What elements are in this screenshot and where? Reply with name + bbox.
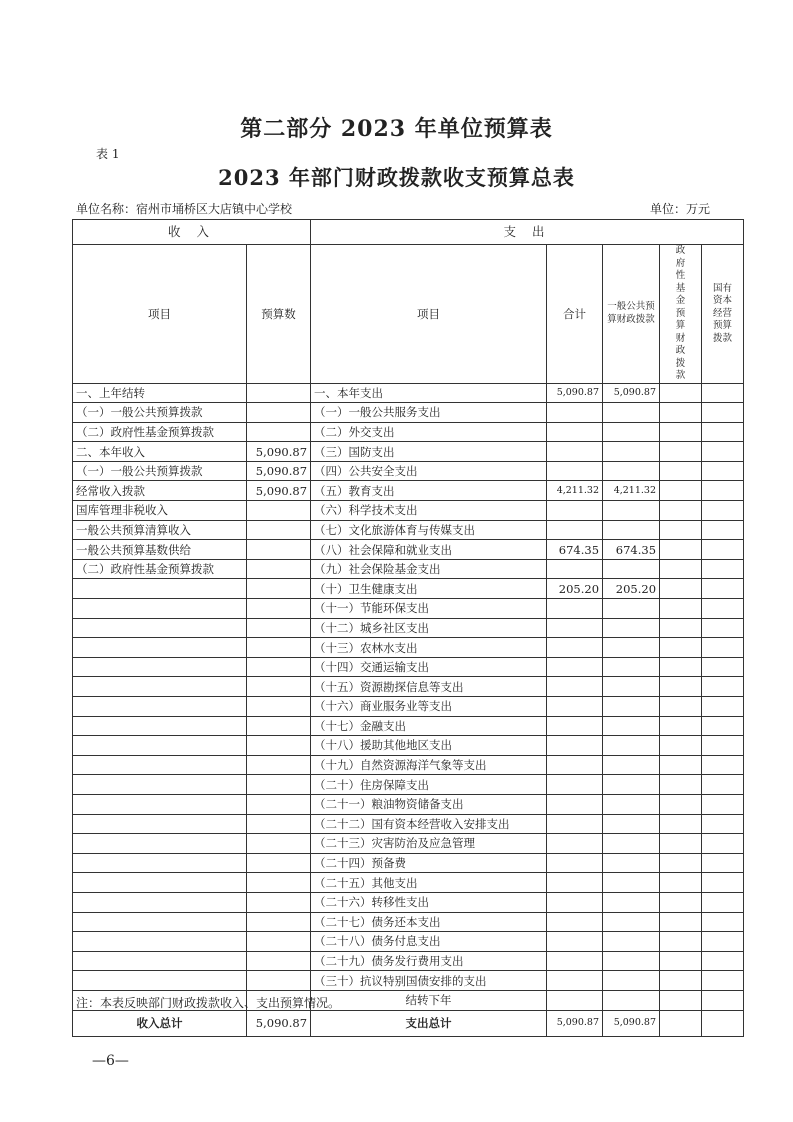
income-value-cell: [247, 657, 311, 677]
expense-total-cell: [547, 442, 603, 462]
expense-item-cell: （十九）自然资源海洋气象等支出: [311, 755, 547, 775]
income-item-cell: 国库管理非税收入: [73, 501, 247, 521]
table-row: [73, 599, 744, 619]
table-row: [73, 775, 744, 795]
fund-budget-cell: [660, 834, 702, 854]
table-row: [73, 540, 744, 560]
table-row: [73, 755, 744, 775]
footnote: 注：本表反映部门财政拨款收入、支出预算情况。: [76, 996, 341, 1010]
expense-total-cell: [547, 697, 603, 717]
expense-item-cell: （二十二）国有资本经营收入安排支出: [311, 814, 547, 834]
state-capital-cell: [702, 461, 744, 481]
general-budget-cell: [603, 716, 660, 736]
fund-budget-cell: [660, 442, 702, 462]
expense-item-cell: （四）公共安全支出: [311, 461, 547, 481]
fund-budget-cell: [660, 618, 702, 638]
unit-name: 单位名称：宿州市埇桥区大店镇中心学校: [76, 202, 293, 216]
fund-budget-cell: [660, 971, 702, 991]
income-item-cell: [73, 638, 247, 658]
state-capital-cell: [702, 442, 744, 462]
general-budget-cell: [603, 775, 660, 795]
income-value-cell: [247, 638, 311, 658]
expense-total-cell: [547, 814, 603, 834]
expense-header: 支 出: [311, 220, 744, 245]
expense-item-cell: （六）科学技术支出: [311, 501, 547, 521]
general-budget-cell: [603, 638, 660, 658]
state-capital-cell: [702, 422, 744, 442]
expense-item-cell: （十一）节能环保支出: [311, 599, 547, 619]
state-capital-cell: [702, 794, 744, 814]
expense-item-cell: （二十三）灾害防治及应急管理: [311, 834, 547, 854]
fund-budget-cell: [660, 559, 702, 579]
income-header: 收 入: [73, 220, 311, 245]
expense-total-cell: [547, 775, 603, 795]
income-value-cell: [247, 501, 311, 521]
income-value-cell: [247, 559, 311, 579]
fund-budget-cell: [660, 481, 702, 501]
general-budget-cell: [603, 618, 660, 638]
general-budget-cell: [603, 559, 660, 579]
expense-total-cell: [547, 990, 603, 1010]
header-row-columns: [73, 245, 744, 384]
general-budget-cell: 674.35: [603, 540, 660, 560]
income-item-cell: [73, 834, 247, 854]
unit-label: 单位：万元: [650, 202, 711, 216]
income-item-cell: 二、本年收入: [73, 442, 247, 462]
expense-total-cell: [547, 794, 603, 814]
expense-item-cell: 一、本年支出: [311, 383, 547, 403]
income-item-cell: [73, 971, 247, 991]
expense-item-cell: （二）外交支出: [311, 422, 547, 442]
income-item-cell: [73, 736, 247, 756]
state-capital-header: 国有资本经营预算拨款: [702, 245, 744, 384]
fund-budget-cell: [660, 697, 702, 717]
fund-budget-cell: [660, 873, 702, 893]
expense-total-cell: [547, 677, 603, 697]
income-value-cell: 5,090.87: [247, 442, 311, 462]
expense-item-cell: （十）卫生健康支出: [311, 579, 547, 599]
expense-total-cell: [547, 951, 603, 971]
expense-total-label: 支出总计: [311, 1010, 547, 1036]
income-item-cell: [73, 853, 247, 873]
totals-row: [73, 1010, 744, 1036]
expense-total-cell: [547, 403, 603, 423]
fund-budget-cell: [660, 892, 702, 912]
state-capital-cell: [702, 912, 744, 932]
table-row: [73, 892, 744, 912]
fund-budget-cell: [660, 638, 702, 658]
table-row: [73, 853, 744, 873]
header-row-group: [73, 220, 744, 245]
page-title: 第二部分 2023 年单位预算表: [240, 116, 553, 142]
state-capital-cell: [702, 383, 744, 403]
income-total-label: 收入总计: [73, 1010, 247, 1036]
income-value-cell: [247, 579, 311, 599]
income-value-cell: [247, 540, 311, 560]
income-item-cell: [73, 873, 247, 893]
expense-total-cell: [547, 912, 603, 932]
income-item-cell: 经常收入拨款: [73, 481, 247, 501]
expense-total-cell: 205.20: [547, 579, 603, 599]
table-row: [73, 501, 744, 521]
expense-item-cell: （二十六）转移性支出: [311, 892, 547, 912]
general-budget-cell: [603, 461, 660, 481]
state-capital-cell: [702, 834, 744, 854]
general-budget-cell: [603, 677, 660, 697]
state-capital-cell: [702, 853, 744, 873]
expense-total-cell: [547, 716, 603, 736]
state-capital-cell: [702, 971, 744, 991]
expense-total-cell: [547, 892, 603, 912]
general-budget-cell: [603, 755, 660, 775]
table-row: [73, 461, 744, 481]
expense-item-cell: （二十七）债务还本支出: [311, 912, 547, 932]
income-item-cell: [73, 579, 247, 599]
income-value-cell: [247, 520, 311, 540]
state-capital-cell: [702, 579, 744, 599]
fund-budget-cell: [660, 520, 702, 540]
expense-total-cell: [547, 638, 603, 658]
fund-budget-cell: [660, 755, 702, 775]
general-budget-cell: [603, 520, 660, 540]
expense-total-cell: [547, 834, 603, 854]
state-capital-cell: [702, 599, 744, 619]
general-budget-cell: [603, 990, 660, 1010]
state-capital-cell: [702, 814, 744, 834]
income-value-cell: 5,090.87: [247, 481, 311, 501]
state-capital-cell: [702, 403, 744, 423]
expense-total-cell: [547, 461, 603, 481]
income-value-cell: [247, 618, 311, 638]
income-value-cell: [247, 403, 311, 423]
general-budget-cell: [603, 853, 660, 873]
expense-total-cell: [547, 520, 603, 540]
income-item-cell: （一）一般公共预算拨款: [73, 403, 247, 423]
general-budget-cell: [603, 403, 660, 423]
expense-total-cell: [547, 873, 603, 893]
income-value-cell: [247, 755, 311, 775]
general-budget-cell: 205.20: [603, 579, 660, 599]
income-value-cell: [247, 736, 311, 756]
income-value-cell: [247, 892, 311, 912]
income-item-cell: [73, 814, 247, 834]
income-value-cell: [247, 697, 311, 717]
table-row: [73, 951, 744, 971]
table-row: [73, 736, 744, 756]
table-row: [73, 697, 744, 717]
fund-budget-cell: [660, 579, 702, 599]
fund-budget-cell: [660, 775, 702, 795]
income-value-cell: [247, 775, 311, 795]
table-row: [73, 559, 744, 579]
state-capital-cell: [702, 559, 744, 579]
table-row: [73, 481, 744, 501]
expense-item-cell: （一）一般公共服务支出: [311, 403, 547, 423]
page-number: —6—: [92, 1053, 129, 1069]
income-value-cell: [247, 383, 311, 403]
fund-budget-cell: [660, 853, 702, 873]
expense-item-cell: （十五）资源勘探信息等支出: [311, 677, 547, 697]
state-capital-cell: [702, 932, 744, 952]
state-capital-cell: [702, 501, 744, 521]
general-budget-cell: [603, 932, 660, 952]
fund-budget-cell: [660, 540, 702, 560]
table-row: [73, 520, 744, 540]
expense-item-cell: （十三）农林水支出: [311, 638, 547, 658]
expense-item-cell: （三）国防支出: [311, 442, 547, 462]
expense-total-cell: 674.35: [547, 540, 603, 560]
table-row: [73, 422, 744, 442]
general-budget-cell: [603, 951, 660, 971]
expense-total-cell: [547, 657, 603, 677]
expense-item-cell: （十六）商业服务业等支出: [311, 697, 547, 717]
expense-total-header: 合计: [547, 245, 603, 384]
fund-budget-cell: [660, 599, 702, 619]
table-row: [73, 657, 744, 677]
income-item-cell: （一）一般公共预算拨款: [73, 461, 247, 481]
general-budget-cell: [603, 834, 660, 854]
expense-item-cell: （五）教育支出: [311, 481, 547, 501]
fund-budget-cell: [660, 951, 702, 971]
expense-item-cell: （八）社会保障和就业支出: [311, 540, 547, 560]
income-item-cell: [73, 794, 247, 814]
table-number: 表 1: [96, 147, 120, 161]
table-row: [73, 638, 744, 658]
expense-total-cell: [547, 618, 603, 638]
expense-item-cell: （十二）城乡社区支出: [311, 618, 547, 638]
income-item-cell: （二）政府性基金预算拨款: [73, 559, 247, 579]
expense-item-cell: （二十九）债务发行费用支出: [311, 951, 547, 971]
table-row: [73, 814, 744, 834]
table-row: [73, 971, 744, 991]
income-budget-header: 预算数: [247, 245, 311, 384]
state-capital-cell: [702, 481, 744, 501]
expense-item-cell: （十七）金融支出: [311, 716, 547, 736]
general-budget-cell: [603, 814, 660, 834]
fund-budget-cell: [660, 501, 702, 521]
state-capital-cell: [702, 716, 744, 736]
expense-total-cell: [547, 736, 603, 756]
income-item-cell: [73, 657, 247, 677]
expense-item-cell: （十四）交通运输支出: [311, 657, 547, 677]
table-row: [73, 716, 744, 736]
general-budget-header: 一般公共预算财政拨款: [603, 245, 660, 384]
fund-budget-cell: [660, 422, 702, 442]
fund-budget-total: [660, 1010, 702, 1036]
expense-total-cell: [547, 853, 603, 873]
income-item-cell: [73, 677, 247, 697]
table-row: [73, 383, 744, 403]
expense-item-cell: （二十）住房保障支出: [311, 775, 547, 795]
general-budget-cell: [603, 892, 660, 912]
carry-over-label: 结转下年: [311, 990, 547, 1010]
general-budget-cell: [603, 971, 660, 991]
general-budget-cell: [603, 736, 660, 756]
income-item-cell: [73, 775, 247, 795]
budget-table: [72, 219, 744, 1037]
general-budget-cell: [603, 697, 660, 717]
state-capital-cell: [702, 775, 744, 795]
expense-item-cell: （七）文化旅游体育与传媒支出: [311, 520, 547, 540]
expense-total-cell: 4,211.32: [547, 481, 603, 501]
income-value-cell: [247, 716, 311, 736]
income-value-cell: [247, 422, 311, 442]
income-item-cell: [73, 892, 247, 912]
income-value-cell: [247, 853, 311, 873]
general-budget-cell: [603, 599, 660, 619]
income-value-cell: [247, 599, 311, 619]
fund-budget-cell: [660, 403, 702, 423]
table-row: [73, 834, 744, 854]
expense-total-cell: [547, 755, 603, 775]
income-value-cell: [247, 932, 311, 952]
table-title: 2023 年部门财政拨款收支预算总表: [218, 165, 575, 190]
fund-budget-cell: [660, 716, 702, 736]
general-budget-cell: [603, 794, 660, 814]
table-row: [73, 677, 744, 697]
state-capital-cell: [702, 677, 744, 697]
expense-total-cell: [547, 501, 603, 521]
state-capital-cell: [702, 638, 744, 658]
state-capital-cell: [702, 892, 744, 912]
table-row: [73, 442, 744, 462]
income-value-cell: [247, 677, 311, 697]
general-budget-cell: [603, 873, 660, 893]
income-item-cell: [73, 755, 247, 775]
fund-budget-cell: [660, 677, 702, 697]
income-item-cell: [73, 932, 247, 952]
income-item-cell: （二）政府性基金预算拨款: [73, 422, 247, 442]
income-value-cell: [247, 873, 311, 893]
income-item-cell: [73, 912, 247, 932]
expense-item-cell: （二十一）粮油物资储备支出: [311, 794, 547, 814]
fund-budget-header: 政府性基金预算财政拨款: [660, 245, 702, 384]
state-capital-cell: [702, 755, 744, 775]
expense-item-cell: （二十五）其他支出: [311, 873, 547, 893]
expense-item-cell: （九）社会保险基金支出: [311, 559, 547, 579]
expense-item-cell: （二十四）预备费: [311, 853, 547, 873]
state-capital-cell: [702, 697, 744, 717]
expense-total-cell: [547, 422, 603, 442]
income-total-value: 5,090.87: [247, 1010, 311, 1036]
income-value-cell: [247, 951, 311, 971]
general-budget-total: 5,090.87: [603, 1010, 660, 1036]
income-item-cell: 一般公共预算清算收入: [73, 520, 247, 540]
general-budget-cell: 5,090.87: [603, 383, 660, 403]
general-budget-cell: [603, 657, 660, 677]
table-row: [73, 794, 744, 814]
expense-item-header: 项目: [311, 245, 547, 384]
fund-budget-cell: [660, 794, 702, 814]
table-row: [73, 873, 744, 893]
fund-budget-cell: [660, 657, 702, 677]
expense-total-cell: 5,090.87: [547, 383, 603, 403]
state-capital-cell: [702, 736, 744, 756]
income-value-cell: [247, 814, 311, 834]
income-item-cell: [73, 697, 247, 717]
income-value-cell: [247, 794, 311, 814]
income-item-cell: 一、上年结转: [73, 383, 247, 403]
general-budget-cell: [603, 501, 660, 521]
expense-item-cell: （三十）抗议特别国债安排的支出: [311, 971, 547, 991]
fund-budget-cell: [660, 912, 702, 932]
income-value-cell: 5,090.87: [247, 461, 311, 481]
fund-budget-cell: [660, 461, 702, 481]
income-value-cell: [247, 834, 311, 854]
expense-item-cell: （二十八）债务付息支出: [311, 932, 547, 952]
state-capital-cell: [702, 873, 744, 893]
income-item-cell: 一般公共预算基数供给: [73, 540, 247, 560]
income-item-cell: [73, 716, 247, 736]
table-row: [73, 618, 744, 638]
income-item-cell: [73, 618, 247, 638]
income-item-cell: [73, 599, 247, 619]
income-value-cell: [247, 971, 311, 991]
general-budget-cell: 4,211.32: [603, 481, 660, 501]
income-item-cell: [73, 951, 247, 971]
expense-item-cell: （十八）援助其他地区支出: [311, 736, 547, 756]
state-capital-cell: [702, 540, 744, 560]
income-item-header: 项目: [73, 245, 247, 384]
table-row: [73, 579, 744, 599]
state-capital-total: [702, 1010, 744, 1036]
expense-total-cell: [547, 971, 603, 991]
fund-budget-cell: [660, 383, 702, 403]
expense-grand-total: 5,090.87: [547, 1010, 603, 1036]
general-budget-cell: [603, 912, 660, 932]
expense-total-cell: [547, 932, 603, 952]
table-row: [73, 403, 744, 423]
general-budget-cell: [603, 422, 660, 442]
expense-total-cell: [547, 599, 603, 619]
state-capital-cell: [702, 618, 744, 638]
table-row: [73, 912, 744, 932]
table-row: [73, 932, 744, 952]
expense-total-cell: [547, 559, 603, 579]
state-capital-cell: [702, 951, 744, 971]
state-capital-cell: [702, 990, 744, 1010]
fund-budget-cell: [660, 932, 702, 952]
income-value-cell: [247, 912, 311, 932]
fund-budget-cell: [660, 814, 702, 834]
general-budget-cell: [603, 442, 660, 462]
state-capital-cell: [702, 520, 744, 540]
state-capital-cell: [702, 657, 744, 677]
fund-budget-cell: [660, 736, 702, 756]
fund-budget-cell: [660, 990, 702, 1010]
